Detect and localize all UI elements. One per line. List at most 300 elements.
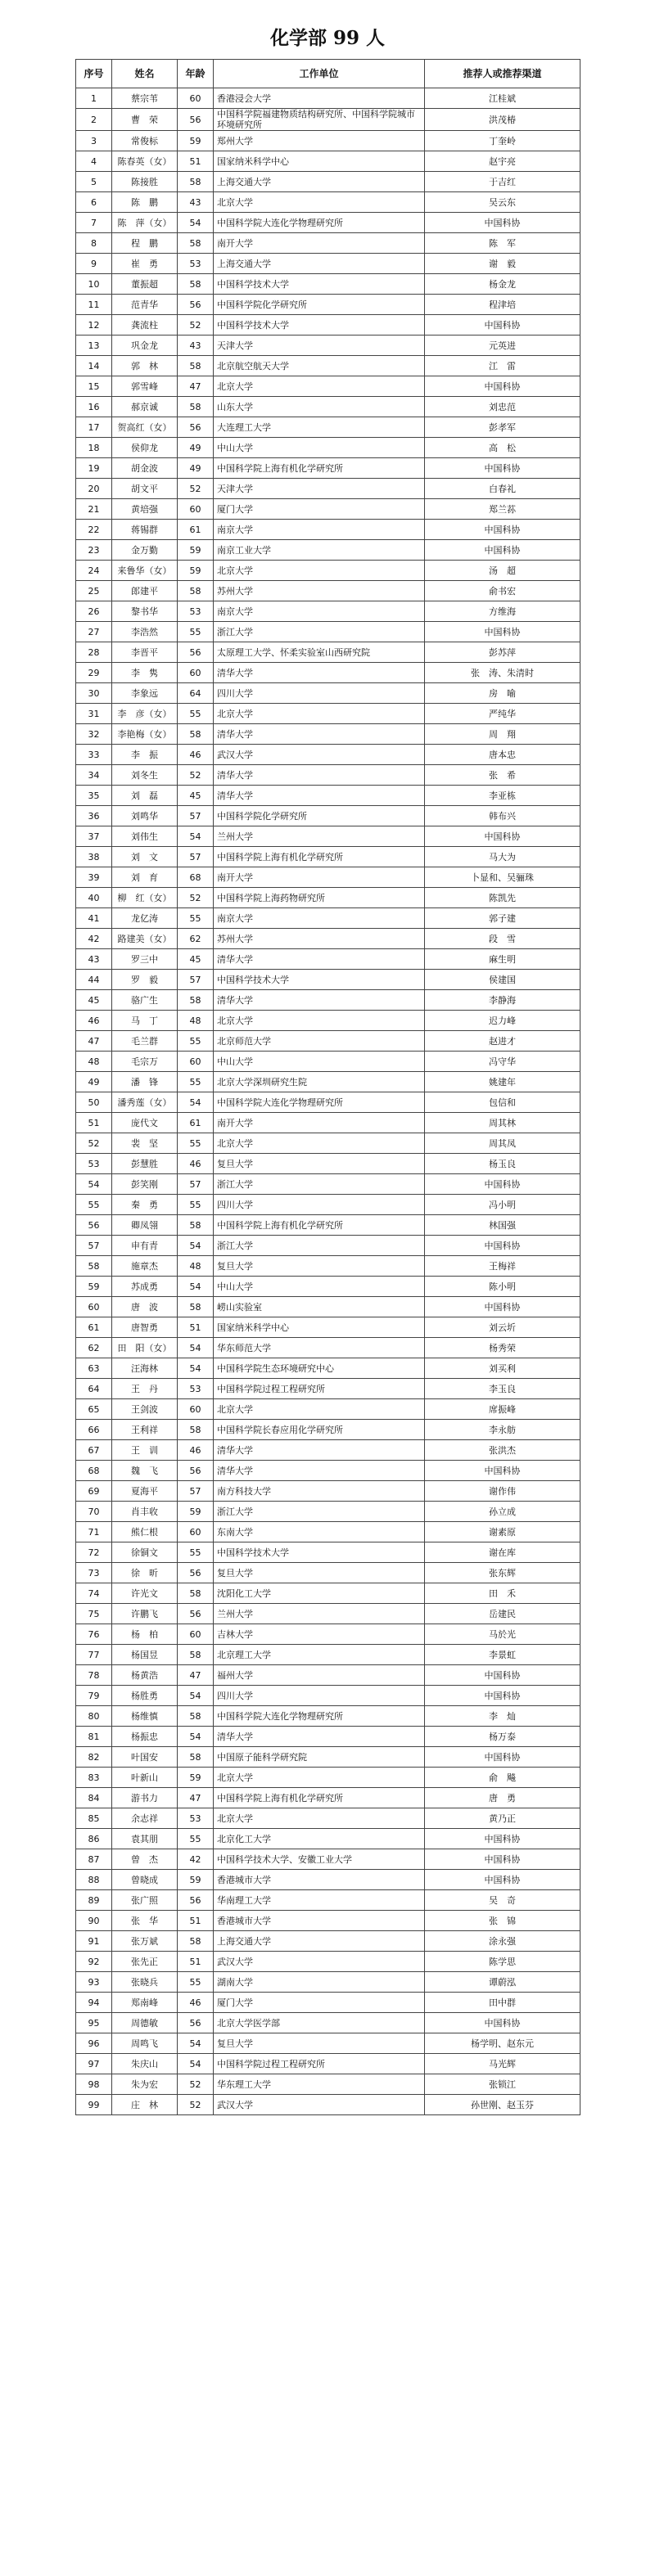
cell-workplace: 福州大学 <box>214 1665 425 1686</box>
cell-recommender: 谭蔚泓 <box>425 1972 580 1993</box>
cell-index: 99 <box>76 2095 112 2115</box>
table-row <box>76 356 580 376</box>
cell-index: 55 <box>76 1195 112 1215</box>
cell-index: 6 <box>76 192 112 213</box>
cell-recommender: 中国科协 <box>425 1829 580 1849</box>
cell-name: 许鹏飞 <box>112 1604 178 1624</box>
cell-workplace: 苏州大学 <box>214 581 425 601</box>
cell-workplace: 中国科学院过程工程研究所 <box>214 2054 425 2074</box>
table-row <box>76 1952 580 1972</box>
cell-age: 58 <box>178 1645 214 1665</box>
cell-workplace: 清华大学 <box>214 949 425 970</box>
cell-workplace: 山东大学 <box>214 397 425 417</box>
cell-age: 58 <box>178 1706 214 1727</box>
cell-name: 陈春英（女） <box>112 151 178 172</box>
cell-index: 18 <box>76 438 112 458</box>
cell-age: 58 <box>178 233 214 254</box>
cell-age: 55 <box>178 1829 214 1849</box>
cell-name: 毛兰群 <box>112 1031 178 1052</box>
cell-workplace: 清华大学 <box>214 1727 425 1747</box>
cell-age: 59 <box>178 1768 214 1788</box>
cell-age: 46 <box>178 1154 214 1174</box>
cell-recommender: 彭苏萍 <box>425 642 580 663</box>
cell-age: 46 <box>178 1440 214 1461</box>
cell-workplace: 上海交通大学 <box>214 172 425 192</box>
table-header-row <box>76 60 580 88</box>
cell-age: 54 <box>178 1236 214 1256</box>
cell-recommender: 李亚栋 <box>425 786 580 806</box>
cell-recommender: 段 雪 <box>425 929 580 949</box>
cell-age: 54 <box>178 1358 214 1379</box>
cell-index: 75 <box>76 1604 112 1624</box>
cell-index: 85 <box>76 1808 112 1829</box>
cell-age: 56 <box>178 1604 214 1624</box>
cell-index: 48 <box>76 1052 112 1072</box>
table-row <box>76 1133 580 1154</box>
cell-recommender: 涂永强 <box>425 1931 580 1952</box>
cell-age: 60 <box>178 1624 214 1645</box>
cell-recommender: 中国科协 <box>425 520 580 540</box>
cell-age: 59 <box>178 561 214 581</box>
cell-age: 52 <box>178 2074 214 2095</box>
cell-index: 86 <box>76 1829 112 1849</box>
table-row <box>76 192 580 213</box>
cell-name: 曹 荣 <box>112 109 178 131</box>
table-row <box>76 376 580 397</box>
cell-name: 侯仰龙 <box>112 438 178 458</box>
cell-age: 58 <box>178 397 214 417</box>
table-row <box>76 561 580 581</box>
cell-workplace: 清华大学 <box>214 724 425 745</box>
cell-age: 54 <box>178 2033 214 2054</box>
cell-recommender: 张锁江 <box>425 2074 580 2095</box>
table-row <box>76 151 580 172</box>
cell-age: 53 <box>178 1808 214 1829</box>
cell-name: 庞代文 <box>112 1113 178 1133</box>
cell-name: 熊仁根 <box>112 1522 178 1542</box>
cell-name: 程 鹏 <box>112 233 178 254</box>
table-row <box>76 1338 580 1358</box>
cell-age: 58 <box>178 1420 214 1440</box>
cell-index: 24 <box>76 561 112 581</box>
cell-workplace: 东南大学 <box>214 1522 425 1542</box>
cell-name: 刘 磊 <box>112 786 178 806</box>
cell-recommender: 韩布兴 <box>425 806 580 826</box>
cell-index: 70 <box>76 1502 112 1522</box>
cell-name: 杨 柏 <box>112 1624 178 1645</box>
cell-index: 98 <box>76 2074 112 2095</box>
table-row <box>76 745 580 765</box>
cell-name: 王剑波 <box>112 1399 178 1420</box>
cell-index: 22 <box>76 520 112 540</box>
cell-age: 53 <box>178 254 214 274</box>
cell-age: 57 <box>178 970 214 990</box>
table-row <box>76 2033 580 2054</box>
cell-workplace: 中山大学 <box>214 438 425 458</box>
cell-age: 47 <box>178 376 214 397</box>
cell-workplace: 大连理工大学 <box>214 417 425 438</box>
cell-workplace: 太原理工大学、怀柔实验室山西研究院 <box>214 642 425 663</box>
cell-name: 马 丁 <box>112 1011 178 1031</box>
cell-recommender: 严纯华 <box>425 704 580 724</box>
table-row <box>76 295 580 315</box>
cell-workplace: 华东理工大学 <box>214 2074 425 2095</box>
table-row <box>76 336 580 356</box>
header-index: 序号 <box>76 60 112 88</box>
cell-name: 罗三中 <box>112 949 178 970</box>
table-row <box>76 929 580 949</box>
cell-age: 60 <box>178 1522 214 1542</box>
cell-age: 56 <box>178 2013 214 2033</box>
cell-index: 10 <box>76 274 112 295</box>
cell-age: 51 <box>178 1317 214 1338</box>
cell-name: 陈接胜 <box>112 172 178 192</box>
cell-age: 54 <box>178 2054 214 2074</box>
cell-index: 1 <box>76 88 112 109</box>
table-row <box>76 642 580 663</box>
table-row <box>76 1256 580 1277</box>
cell-index: 3 <box>76 131 112 151</box>
cell-name: 郝京诚 <box>112 397 178 417</box>
table-row <box>76 1522 580 1542</box>
cell-workplace: 复旦大学 <box>214 1256 425 1277</box>
cell-workplace: 香港城市大学 <box>214 1870 425 1890</box>
cell-name: 李象远 <box>112 683 178 704</box>
cell-workplace: 沈阳化工大学 <box>214 1583 425 1604</box>
table-row <box>76 438 580 458</box>
cell-recommender: 赵进才 <box>425 1031 580 1052</box>
cell-recommender: 中国科协 <box>425 213 580 233</box>
cell-index: 39 <box>76 867 112 888</box>
cell-workplace: 上海交通大学 <box>214 1931 425 1952</box>
cell-workplace: 南京大学 <box>214 908 425 929</box>
cell-age: 58 <box>178 990 214 1011</box>
cell-age: 56 <box>178 109 214 131</box>
cell-index: 43 <box>76 949 112 970</box>
cell-age: 52 <box>178 315 214 336</box>
cell-age: 58 <box>178 1297 214 1317</box>
cell-recommender: 李永舫 <box>425 1420 580 1440</box>
cell-recommender: 中国科协 <box>425 1686 580 1706</box>
cell-age: 49 <box>178 458 214 479</box>
cell-age: 64 <box>178 683 214 704</box>
cell-name: 龙亿涛 <box>112 908 178 929</box>
cell-workplace: 北京化工大学 <box>214 1829 425 1849</box>
cell-age: 52 <box>178 2095 214 2115</box>
cell-age: 43 <box>178 336 214 356</box>
table-row <box>76 1972 580 1993</box>
cell-name: 龚流柱 <box>112 315 178 336</box>
cell-index: 81 <box>76 1727 112 1747</box>
cell-age: 45 <box>178 949 214 970</box>
cell-index: 68 <box>76 1461 112 1481</box>
cell-name: 田 阳（女） <box>112 1338 178 1358</box>
cell-index: 69 <box>76 1481 112 1502</box>
cell-name: 唐智勇 <box>112 1317 178 1338</box>
cell-workplace: 北京大学 <box>214 1768 425 1788</box>
cell-recommender: 中国科协 <box>425 458 580 479</box>
cell-workplace: 中国科学技术大学 <box>214 274 425 295</box>
cell-age: 56 <box>178 642 214 663</box>
cell-recommender: 于吉红 <box>425 172 580 192</box>
cell-age: 58 <box>178 172 214 192</box>
cell-recommender: 张 锦 <box>425 1911 580 1931</box>
cell-index: 40 <box>76 888 112 908</box>
cell-workplace: 中国科学院上海药物研究所 <box>214 888 425 908</box>
cell-index: 57 <box>76 1236 112 1256</box>
cell-age: 60 <box>178 663 214 683</box>
cell-workplace: 中国科学院化学研究所 <box>214 806 425 826</box>
cell-workplace: 四川大学 <box>214 683 425 704</box>
cell-workplace: 北京大学 <box>214 1808 425 1829</box>
cell-name: 张万斌 <box>112 1931 178 1952</box>
cell-workplace: 北京大学医学部 <box>214 2013 425 2033</box>
cell-index: 76 <box>76 1624 112 1645</box>
cell-workplace: 南开大学 <box>214 233 425 254</box>
cell-recommender: 中国科协 <box>425 1747 580 1768</box>
cell-index: 33 <box>76 745 112 765</box>
table-row <box>76 908 580 929</box>
cell-name: 柳 红（女） <box>112 888 178 908</box>
cell-name: 杨国昱 <box>112 1645 178 1665</box>
cell-name: 张 华 <box>112 1911 178 1931</box>
cell-workplace: 吉林大学 <box>214 1624 425 1645</box>
cell-age: 56 <box>178 1461 214 1481</box>
cell-age: 53 <box>178 601 214 622</box>
cell-age: 57 <box>178 806 214 826</box>
cell-recommender: 中国科协 <box>425 1849 580 1870</box>
cell-index: 16 <box>76 397 112 417</box>
cell-age: 52 <box>178 888 214 908</box>
table-row <box>76 1236 580 1256</box>
cell-workplace: 中国科学院上海有机化学研究所 <box>214 847 425 867</box>
cell-recommender: 席振峰 <box>425 1399 580 1420</box>
cell-age: 59 <box>178 540 214 561</box>
table-row <box>76 1583 580 1604</box>
cell-recommender: 赵宇亮 <box>425 151 580 172</box>
cell-recommender: 中国科协 <box>425 622 580 642</box>
cell-workplace: 国家纳米科学中心 <box>214 1317 425 1338</box>
cell-workplace: 中国科学院福建物质结构研究所、中国科学院城市环境研究所 <box>214 109 425 131</box>
table-row <box>76 520 580 540</box>
cell-name: 徐铜文 <box>112 1542 178 1563</box>
table-row <box>76 949 580 970</box>
cell-index: 25 <box>76 581 112 601</box>
cell-name: 潘秀莲（女） <box>112 1092 178 1113</box>
cell-age: 42 <box>178 1849 214 1870</box>
table-row <box>76 254 580 274</box>
cell-age: 54 <box>178 1727 214 1747</box>
cell-index: 30 <box>76 683 112 704</box>
cell-workplace: 兰州大学 <box>214 1604 425 1624</box>
cell-recommender: 方维海 <box>425 601 580 622</box>
cell-workplace: 中国科学院上海有机化学研究所 <box>214 1215 425 1236</box>
cell-age: 58 <box>178 1583 214 1604</box>
cell-recommender: 马光辉 <box>425 2054 580 2074</box>
cell-age: 52 <box>178 479 214 499</box>
cell-index: 20 <box>76 479 112 499</box>
table-row <box>76 397 580 417</box>
table-row <box>76 2013 580 2033</box>
cell-age: 60 <box>178 1399 214 1420</box>
cell-index: 47 <box>76 1031 112 1052</box>
cell-name: 叶国安 <box>112 1747 178 1768</box>
cell-age: 56 <box>178 417 214 438</box>
cell-index: 31 <box>76 704 112 724</box>
cell-name: 彭慧胜 <box>112 1154 178 1174</box>
cell-workplace: 中国科学技术大学 <box>214 315 425 336</box>
cell-age: 47 <box>178 1665 214 1686</box>
cell-recommender: 唐 勇 <box>425 1788 580 1808</box>
cell-age: 58 <box>178 274 214 295</box>
cell-recommender: 李静海 <box>425 990 580 1011</box>
cell-recommender: 洪茂椿 <box>425 109 580 131</box>
cell-recommender: 刘买利 <box>425 1358 580 1379</box>
cell-name: 唐 波 <box>112 1297 178 1317</box>
table-row <box>76 479 580 499</box>
cell-recommender: 中国科协 <box>425 826 580 847</box>
table-row <box>76 1542 580 1563</box>
cell-recommender: 黄乃正 <box>425 1808 580 1829</box>
cell-workplace: 中国科学院生态环境研究中心 <box>214 1358 425 1379</box>
cell-workplace: 武汉大学 <box>214 2095 425 2115</box>
table-row <box>76 1317 580 1338</box>
cell-recommender: 张 希 <box>425 765 580 786</box>
cell-index: 58 <box>76 1256 112 1277</box>
cell-recommender: 李 灿 <box>425 1706 580 1727</box>
cell-workplace: 复旦大学 <box>214 1154 425 1174</box>
table-row <box>76 826 580 847</box>
cell-name: 蒋锡群 <box>112 520 178 540</box>
table-row <box>76 1788 580 1808</box>
cell-recommender: 马大为 <box>425 847 580 867</box>
cell-name: 李浩然 <box>112 622 178 642</box>
cell-name: 曾晓成 <box>112 1870 178 1890</box>
cell-workplace: 浙江大学 <box>214 622 425 642</box>
cell-name: 袁其朋 <box>112 1829 178 1849</box>
cell-age: 59 <box>178 1870 214 1890</box>
cell-name: 杨振忠 <box>112 1727 178 1747</box>
cell-age: 48 <box>178 1256 214 1277</box>
cell-recommender: 周其林 <box>425 1113 580 1133</box>
cell-recommender: 俞书宏 <box>425 581 580 601</box>
cell-workplace: 中国科学院大连化学物理研究所 <box>214 213 425 233</box>
cell-workplace: 武汉大学 <box>214 1952 425 1972</box>
cell-index: 96 <box>76 2033 112 2054</box>
cell-name: 刘鸣华 <box>112 806 178 826</box>
cell-index: 65 <box>76 1399 112 1420</box>
cell-age: 61 <box>178 1113 214 1133</box>
page-title: 化学部 99 人 <box>269 27 386 49</box>
cell-name: 苏成勇 <box>112 1277 178 1297</box>
cell-index: 7 <box>76 213 112 233</box>
cell-index: 71 <box>76 1522 112 1542</box>
cell-age: 60 <box>178 499 214 520</box>
cell-recommender: 陈凯先 <box>425 888 580 908</box>
cell-age: 55 <box>178 1972 214 1993</box>
cell-workplace: 中国科学院上海有机化学研究所 <box>214 1788 425 1808</box>
table-row <box>76 683 580 704</box>
cell-index: 82 <box>76 1747 112 1768</box>
cell-workplace: 兰州大学 <box>214 826 425 847</box>
cell-name: 黄培强 <box>112 499 178 520</box>
header-workplace: 工作单位 <box>214 60 425 88</box>
table-row <box>76 601 580 622</box>
cell-name: 郭 林 <box>112 356 178 376</box>
cell-workplace: 中国科学院大连化学物理研究所 <box>214 1706 425 1727</box>
cell-name: 蔡宗苇 <box>112 88 178 109</box>
cell-recommender: 王梅祥 <box>425 1256 580 1277</box>
cell-workplace: 中国科学院化学研究所 <box>214 295 425 315</box>
cell-recommender: 卜显和、吴骊珠 <box>425 867 580 888</box>
cell-workplace: 南京大学 <box>214 601 425 622</box>
cell-age: 54 <box>178 1686 214 1706</box>
cell-name: 郎建平 <box>112 581 178 601</box>
cell-name: 骆广生 <box>112 990 178 1011</box>
cell-age: 58 <box>178 1747 214 1768</box>
cell-name: 巩金龙 <box>112 336 178 356</box>
cell-age: 55 <box>178 1031 214 1052</box>
cell-age: 57 <box>178 1174 214 1195</box>
cell-workplace: 中山大学 <box>214 1052 425 1072</box>
nominee-table <box>75 59 580 2115</box>
cell-name: 许光文 <box>112 1583 178 1604</box>
cell-index: 45 <box>76 990 112 1011</box>
cell-index: 60 <box>76 1297 112 1317</box>
cell-age: 46 <box>178 745 214 765</box>
cell-index: 38 <box>76 847 112 867</box>
table-row <box>76 1420 580 1440</box>
cell-recommender: 周其凤 <box>425 1133 580 1154</box>
cell-index: 53 <box>76 1154 112 1174</box>
table-row <box>76 1031 580 1052</box>
cell-age: 57 <box>178 1481 214 1502</box>
table-row <box>76 1502 580 1522</box>
cell-index: 26 <box>76 601 112 622</box>
cell-recommender: 陈小明 <box>425 1277 580 1297</box>
cell-recommender: 唐本忠 <box>425 745 580 765</box>
cell-recommender: 郑兰荪 <box>425 499 580 520</box>
cell-workplace: 天津大学 <box>214 479 425 499</box>
cell-workplace: 厦门大学 <box>214 499 425 520</box>
table-row <box>76 1665 580 1686</box>
cell-name: 黎书华 <box>112 601 178 622</box>
cell-workplace: 南方科技大学 <box>214 1481 425 1502</box>
cell-recommender: 杨秀荣 <box>425 1338 580 1358</box>
cell-age: 43 <box>178 192 214 213</box>
cell-age: 55 <box>178 704 214 724</box>
cell-age: 47 <box>178 1788 214 1808</box>
table-row <box>76 888 580 908</box>
cell-recommender: 中国科协 <box>425 1297 580 1317</box>
cell-recommender: 谢 毅 <box>425 254 580 274</box>
cell-name: 刘伟生 <box>112 826 178 847</box>
cell-index: 91 <box>76 1931 112 1952</box>
table-row <box>76 724 580 745</box>
cell-index: 29 <box>76 663 112 683</box>
cell-name: 夏海平 <box>112 1481 178 1502</box>
cell-index: 34 <box>76 765 112 786</box>
cell-index: 50 <box>76 1092 112 1113</box>
cell-recommender: 冯守华 <box>425 1052 580 1072</box>
cell-workplace: 北京大学 <box>214 1133 425 1154</box>
cell-age: 58 <box>178 581 214 601</box>
cell-workplace: 华东师范大学 <box>214 1338 425 1358</box>
cell-age: 55 <box>178 1072 214 1092</box>
cell-name: 刘冬生 <box>112 765 178 786</box>
cell-workplace: 浙江大学 <box>214 1236 425 1256</box>
cell-age: 60 <box>178 88 214 109</box>
